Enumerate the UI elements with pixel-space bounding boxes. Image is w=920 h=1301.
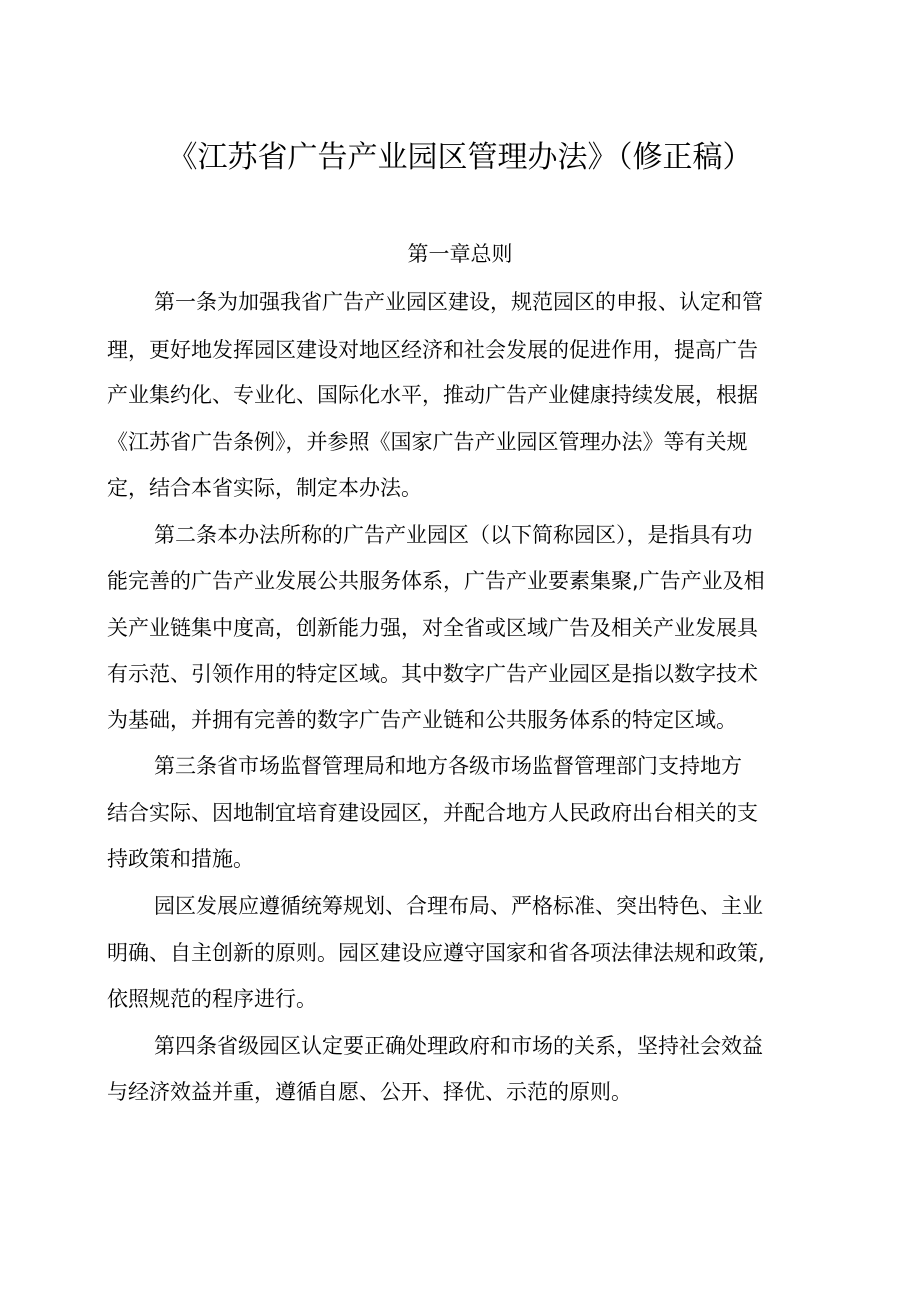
- article-2-line-3: 关产业链集中度高，创新能力强，对全省或区域广告及相关产业发展具: [107, 616, 758, 640]
- article-4-line-2: 与经济效益并重，遵循自愿、公开、择优、示范的原则。: [107, 1080, 632, 1104]
- document-title: 《江苏省广告产业园区管理办法》（修正稿）: [167, 140, 753, 175]
- article-3-line-2: 结合实际、因地制宜培育建设园区，并配合地方人民政府出台相关的支: [107, 801, 758, 825]
- article-1-line-5: 定，结合本省实际，制定本办法。: [107, 476, 422, 500]
- chapter-heading: 第一章总则: [407, 242, 513, 266]
- article-1-line-3: 产业集约化、专业化、国际化水平，推动广告产业健康持续发展，根据: [107, 383, 758, 407]
- article-2-line-2: 能完善的广告产业发展公共服务体系，广告产业要素集聚,广告产业及相: [107, 569, 765, 593]
- article-2-line-5: 为基础，并拥有完善的数字广告产业链和公共服务体系的特定区域。: [107, 708, 737, 732]
- article-2-line-1: 第二条本办法所称的广告产业园区（以下简称园区），是指具有功: [154, 523, 753, 547]
- article-4-line-1: 第四条省级园区认定要正确处理政府和市场的关系，坚持社会效益: [154, 1034, 763, 1058]
- article-1-line-1: 第一条为加强我省广告产业园区建设，规范园区的申报、认定和管: [154, 290, 763, 314]
- paragraph-principles-line-2: 明确、自主创新的原则。园区建设应遵守国家和省各项法律法规和政策,: [107, 941, 765, 965]
- article-3-line-1: 第三条省市场监督管理局和地方各级市场监督管理部门支持地方: [154, 754, 742, 778]
- article-1-line-4: 《江苏省广告条例》，并参照《国家广告产业园区管理办法》等有关规: [107, 430, 748, 454]
- paragraph-principles-line-3: 依照规范的程序进行。: [107, 987, 317, 1011]
- article-1-line-2: 理，更好地发挥园区建设对地区经济和社会发展的促进作用，提高广告: [107, 338, 758, 362]
- paragraph-principles-line-1: 园区发展应遵循统筹规划、合理布局、严格标准、突出特色、主业: [154, 894, 763, 918]
- article-2-line-4: 有示范、引领作用的特定区域。其中数字广告产业园区是指以数字技术: [107, 662, 758, 686]
- article-3-line-3: 持政策和措施。: [107, 847, 254, 871]
